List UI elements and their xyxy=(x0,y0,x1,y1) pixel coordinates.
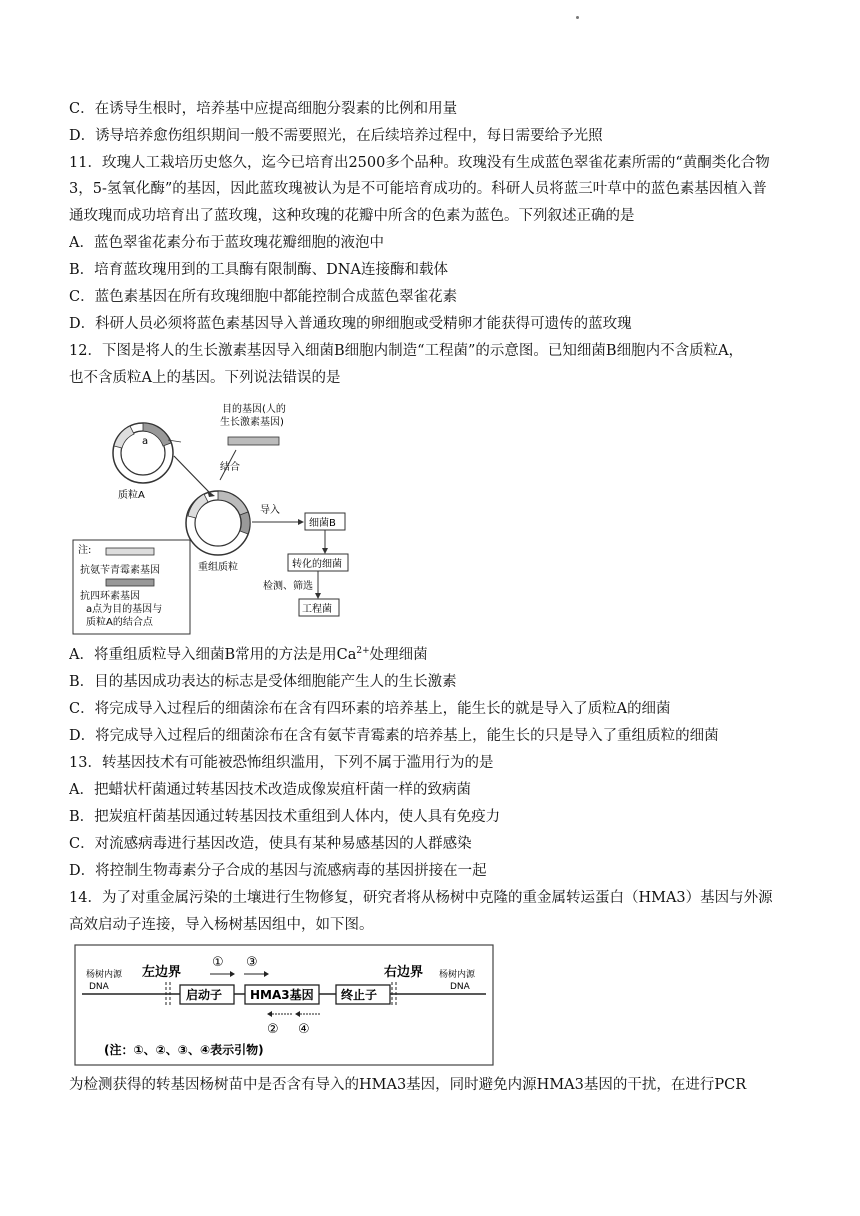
primer-2-label: ② xyxy=(267,1022,279,1037)
option-13d: D．将控制生物毒素分子合成的基因与流感病毒的基因拼接在一起 xyxy=(69,863,487,879)
legend-tet-label: 抗四环素基因 xyxy=(80,591,140,602)
recombinant-plasmid-label: 重组质粒 xyxy=(198,562,238,573)
detect-screen-label: 检测、筛选 xyxy=(263,581,313,592)
recombinant-plasmid-icon xyxy=(186,491,250,555)
option-13c: C．对流感病毒进行基因改造，使具有某种易感基因的人群感染 xyxy=(69,836,472,852)
option-10c: C．在诱导生根时，培养基中应提高细胞分裂素的比例和用量 xyxy=(69,101,458,117)
figure-14-diagram xyxy=(74,944,494,1066)
point-a-label: a xyxy=(142,436,149,447)
question-11-line2: 3，5-氢氧化酶”的基因，因此蓝玫瑰被认为是不可能培育成功的。科研人员将蓝三叶草中的蓝色素基因植入普 xyxy=(69,181,767,197)
option-12b: B．目的基因成功表达的标志是受体细胞能产生人的生长激素 xyxy=(69,674,457,690)
page-mark xyxy=(576,16,579,19)
option-11a: A．蓝色翠雀花素分布于蓝玫瑰花瓣细胞的液泡中 xyxy=(69,235,384,251)
left-border-label: 左边界 xyxy=(142,965,182,980)
hma3-gene-label: HMA3基因 xyxy=(250,988,314,1002)
bacteria-b-label: 细菌B xyxy=(309,518,336,529)
legend-a-label-2: 质粒A的结合点 xyxy=(86,617,153,628)
right-dna-label-1: 杨树内源 xyxy=(439,970,476,980)
question-12-line1: 12．下图是将人的生长激素基因导入细菌B细胞内制造“工程菌”的示意图。已知细菌B细胞内不含质粒A， xyxy=(69,343,744,359)
option-11d: D．科研人员必须将蓝色素基因导入普通玫瑰的卵细胞或受精卵才能获得可遗传的蓝玫瑰 xyxy=(69,316,632,332)
option-12c: C．将完成导入过程后的细菌涂布在含有四环素的培养基上，能生长的就是导入了质粒A的细菌 xyxy=(69,701,671,717)
left-dna-label-1: 杨树内源 xyxy=(86,970,123,980)
option-10d: D．诱导培养愈伤组织期间一般不需要照光，在后续培养过程中，每日需要给予光照 xyxy=(69,128,603,144)
transformed-bacteria-label: 转化的细菌 xyxy=(292,559,342,570)
option-12a xyxy=(69,645,799,665)
legend-tet-swatch xyxy=(106,579,154,586)
question-12-line2: 也不含质粒A上的基因。下列说法错误的是 xyxy=(69,370,341,386)
promoter-label: 启动子 xyxy=(186,988,223,1002)
target-gene-label-2: 生长激素基因) xyxy=(220,417,284,428)
import-label: 导入 xyxy=(260,505,280,516)
question-11-line3: 通玫瑰而成功培育出了蓝玫瑰，这种玫瑰的花瓣中所含的色素为蓝色。下列叙述正确的是 xyxy=(69,208,635,224)
option-12a-sup: 2+ xyxy=(356,646,370,657)
engineered-bacteria-label: 工程菌 xyxy=(302,604,332,615)
option-13a: A．把蜡状杆菌通过转基因技术改造成像炭疽杆菌一样的致病菌 xyxy=(69,782,471,798)
legend-amp-label: 抗氨苄青霉素基因 xyxy=(80,565,160,576)
question-14-line2: 高效启动子连接，导入杨树基因组中，如下图。 xyxy=(69,917,374,933)
primer-3-label: ③ xyxy=(246,955,258,970)
combine-label: 结合 xyxy=(220,462,240,473)
question-14-line3: 为检测获得的转基因杨树苗中是否含有导入的HMA3基因，同时避免内源HMA3基因的干扰，在进行PCR xyxy=(69,1077,747,1093)
legend-a-label-1: a点为目的基因与 xyxy=(86,604,163,615)
option-12d: D．将完成导入过程后的细菌涂布在含有氨苄青霉素的培养基上，能生长的只是导入了重组质粒的细菌 xyxy=(69,728,719,744)
option-13b: B．把炭疽杆菌基因通过转基因技术重组到人体内，使人具有免疫力 xyxy=(69,809,501,825)
right-border-label: 右边界 xyxy=(384,965,424,980)
option-11c: C．蓝色素基因在所有玫瑰细胞中都能控制合成蓝色翠雀花素 xyxy=(69,289,458,305)
right-dna-label-2: DNA xyxy=(450,982,470,992)
option-12a-text-end: 处理细菌 xyxy=(369,647,428,663)
figure-12-diagram xyxy=(70,398,370,638)
primer-1-label: ① xyxy=(212,955,224,970)
legend-amp-swatch xyxy=(106,548,154,555)
terminator-label: 终止子 xyxy=(341,988,378,1002)
figure-14-note: (注：①、②、③、④表示引物) xyxy=(104,1043,264,1057)
target-gene-label: 目的基因(人的 xyxy=(222,404,286,415)
question-11-line1: 11．玫瑰人工栽培历史悠久，迄今已培育出2500多个品种。玫瑰没有生成蓝色翠雀花素所需的“黄酮类化合物 xyxy=(69,155,770,171)
question-13: 13．转基因技术有可能被恐怖组织滥用，下列不属于滥用行为的是 xyxy=(69,755,494,771)
plasmid-a-label: 质粒A xyxy=(118,490,145,501)
target-gene-bar xyxy=(228,437,279,445)
left-dna-label-2: DNA xyxy=(89,982,109,992)
option-12a-text: A．将重组质粒导入细菌B常用的方法是用Ca xyxy=(69,647,357,663)
primer-4-label: ④ xyxy=(298,1022,310,1037)
plasmid-a-icon xyxy=(113,423,173,483)
question-14-line1: 14．为了对重金属污染的土壤进行生物修复，研究者将从杨树中克隆的重金属转运蛋白（HMA3）基因与外源 xyxy=(69,890,773,906)
option-11b: B．培育蓝玫瑰用到的工具酶有限制酶、DNA连接酶和载体 xyxy=(69,262,448,278)
legend-title: 注: xyxy=(78,545,92,556)
